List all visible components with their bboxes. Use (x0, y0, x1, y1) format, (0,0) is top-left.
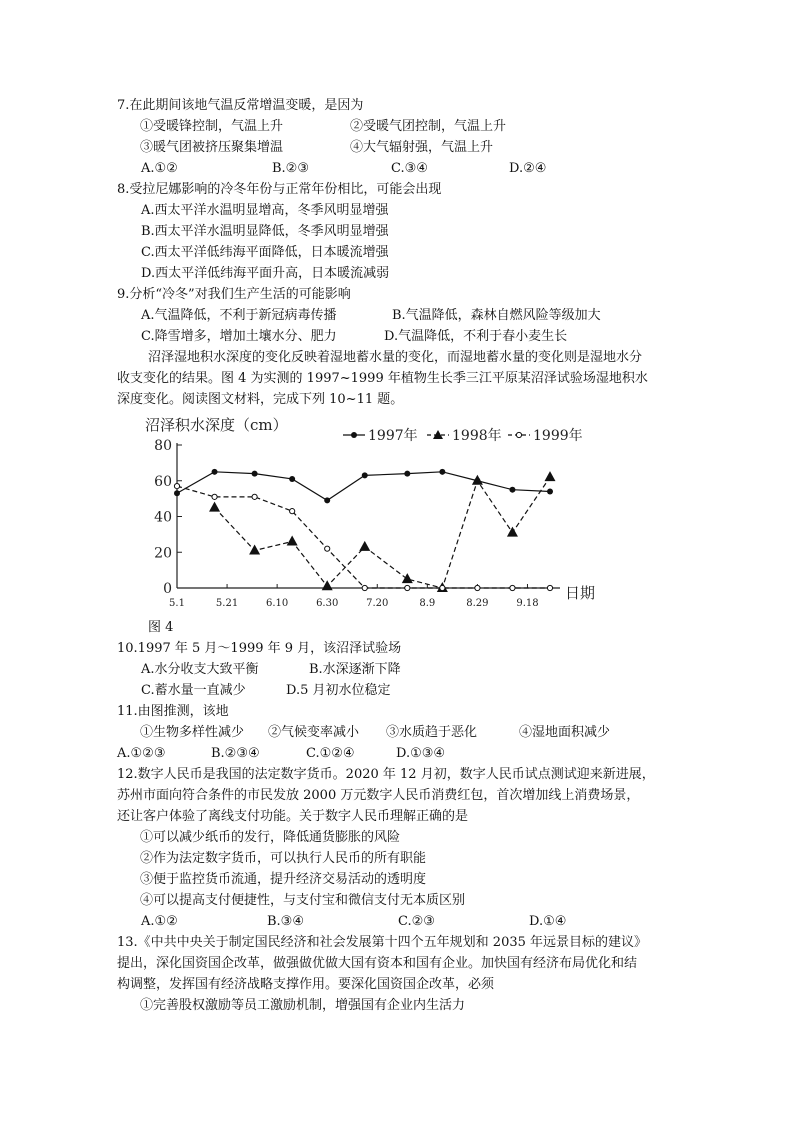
q12-option-d: D.①④ (529, 914, 567, 929)
data-point (359, 541, 370, 551)
wetland-depth-chart (0, 405, 794, 645)
x-tick-label: 6.30 (316, 598, 339, 609)
legend-marker (516, 432, 521, 437)
q11-option-d: D.①③④ (396, 746, 446, 761)
data-point (362, 585, 367, 590)
q11-item-4: ④湿地面积减少 (519, 725, 611, 740)
legend-label: 1999年 (533, 428, 583, 444)
q12-item-4: ④可以提高支付便捷性，与支付宝和微信支付无本质区别 (140, 893, 466, 908)
data-point (547, 488, 553, 494)
q11-item-1: ①生物多样性减少 (140, 725, 245, 740)
q13-stem-3: 构调整，发挥国有经济战略支撑作用。要深化国资国企改革，必须 (117, 977, 495, 992)
legend-marker (351, 432, 357, 438)
figure-caption: 图 4 (148, 620, 174, 635)
q12-item-3: ③便于监控货币流通，提升经济交易活动的透明度 (140, 872, 427, 887)
legend-label: 1997年 (368, 428, 418, 444)
q10-stem: 10.1997 年 5 月～1999 年 9 月，该沼泽试验场 (117, 641, 402, 656)
q13-item-1: ①完善股权激励等员工激励机制，增强国有企业内生活力 (140, 998, 466, 1013)
data-point (362, 472, 368, 478)
data-point (289, 476, 295, 482)
data-point (174, 484, 179, 489)
q10-option-c: C.蓄水量一直减少 (141, 683, 246, 698)
data-point (510, 585, 515, 590)
data-point (252, 494, 257, 499)
x-tick-label: 5.1 (169, 598, 185, 609)
q11-option-b: B.②③④ (211, 746, 260, 761)
q10-option-d: D.5 月初水位稳定 (286, 683, 391, 698)
data-point (290, 509, 295, 514)
data-point (174, 490, 180, 496)
q11-option-a: A.①②③ (117, 746, 166, 761)
q7-item-4: ④大气辐射强，气温上升 (350, 140, 494, 155)
legend-label: 1998年 (452, 428, 502, 444)
q8-stem: 8.受拉尼娜影响的冷冬年份与正常年份相比，可能会出现 (117, 182, 442, 197)
q7-item-3: ③暖气团被挤压聚集增温 (140, 140, 284, 155)
q11-item-2: ②气候变率减小 (268, 725, 360, 740)
data-point (475, 585, 480, 590)
q10-option-a: A.水分收支大致平衡 (141, 662, 259, 677)
q9-option-d: D.气温降低，不利于春小麦生长 (384, 329, 568, 344)
q7-option-c: C.③④ (391, 161, 428, 176)
data-point (440, 585, 445, 590)
data-point (404, 471, 410, 477)
q8-option-a: A.西太平洋水温明显增高，冬季风明显增强 (141, 203, 389, 218)
chart-legend (343, 427, 583, 444)
q9-option-a: A.气温降低，不利于新冠病毒传播 (141, 308, 337, 323)
y-tick-label: 60 (154, 473, 172, 490)
data-point (212, 494, 217, 499)
x-tick-label: 9.18 (516, 598, 539, 609)
q12-option-b: B.③④ (267, 914, 304, 929)
data-point (545, 471, 556, 481)
data-point (212, 469, 218, 475)
q8-option-c: C.西太平洋低纬海平面降低，日本暖流增强 (141, 245, 389, 260)
x-tick-label: 7.20 (366, 598, 389, 609)
q7-stem: 7.在此期间该地气温反常增温变暖，是因为 (117, 98, 364, 113)
q11-item-3: ③水质趋于恶化 (386, 725, 478, 740)
q7-option-d: D.②④ (509, 161, 547, 176)
data-point (547, 585, 552, 590)
q10-option-b: B.水深逐渐下降 (309, 662, 401, 677)
chart-xlabel: 日期 (565, 584, 596, 602)
series-line-1999年 (177, 486, 550, 588)
q12-option-a: A.①② (141, 914, 178, 929)
q12-item-2: ②作为法定数字货币，可以执行人民币的所有职能 (140, 851, 427, 866)
q9-option-b: B.气温降低，森林自燃风险等级加大 (392, 308, 601, 323)
y-tick-label: 0 (163, 581, 172, 597)
chart-axes (154, 438, 560, 609)
x-tick-label: 8.29 (466, 598, 489, 609)
series-line-1998年 (215, 477, 550, 588)
y-tick-label: 20 (154, 545, 172, 562)
data-point (324, 497, 330, 503)
q11-option-c: C.①②④ (306, 746, 355, 761)
data-point (209, 502, 220, 512)
q7-option-a: A.①② (141, 161, 178, 176)
data-point (287, 536, 298, 546)
q11-stem: 11.由图推测，该地 (117, 704, 229, 719)
data-point (402, 573, 413, 583)
q12-option-c: C.②③ (398, 914, 435, 929)
x-tick-label: 8.9 (419, 598, 436, 609)
data-point (439, 469, 445, 475)
q12-stem-3: 还让客户体验了离线支付功能。关于数字人民币理解正确的是 (117, 809, 469, 824)
y-tick-label: 80 (154, 438, 172, 454)
data-point (325, 546, 330, 551)
q7-item-2: ②受暖气团控制，气温上升 (350, 119, 507, 134)
data-point (405, 585, 410, 590)
q9-stem: 9.分析“冷冬”对我们生产生活的可能影响 (117, 287, 351, 302)
q13-stem-2: 提出，深化国资国企改革，做强做优做大国有资本和国有企业。加快国有经济布局优化和结 (117, 956, 638, 971)
q9-option-c: C.降雪增多，增加土壤水分、肥力 (141, 329, 337, 344)
q8-option-d: D.西太平洋低纬海平面升高，日本暖流减弱 (141, 266, 390, 281)
passage-line-1: 沼泽湿地积水深度的变化反映着湿地蓄水量的变化，而湿地蓄水量的变化则是湿地水分 (148, 350, 643, 365)
q12-item-1: ①可以减少纸币的发行，降低通货膨胀的风险 (140, 830, 401, 845)
q12-stem-2: 苏州市面向符合条件的市民发放 2000 万元数字人民币消费红包，首次增加线上消费场景， (117, 788, 640, 803)
passage-line-3: 深度变化。阅读图文材料，完成下列 10~11 题。 (117, 392, 404, 407)
q8-option-b: B.西太平洋水温明显降低，冬季风明显增强 (141, 224, 389, 239)
data-point (507, 527, 518, 537)
q7-item-1: ①受暖锋控制，气温上升 (140, 119, 284, 134)
chart-series (174, 469, 556, 592)
x-tick-label: 6.10 (266, 598, 289, 609)
y-tick-label: 40 (154, 509, 172, 526)
q13-stem-1: 13.《中共中央关于制定国民经济和社会发展第十四个五年规划和 2035 年远景目标的建议》 (117, 935, 648, 950)
q7-option-b: B.②③ (272, 161, 309, 176)
passage-line-2: 收支变化的结果。图 4 为实测的 1997~1999 年植物生长季三江平原某沼泽试验场湿地积水 (117, 371, 648, 386)
x-tick-label: 5.21 (215, 598, 239, 609)
data-point (509, 487, 515, 493)
data-point (252, 471, 258, 477)
chart-ylabel: 沼泽积水深度（cm） (145, 416, 288, 434)
q12-stem-1: 12.数字人民币是我国的法定数字货币。2020 年 12 月初，数字人民币试点测试迎来新进展， (117, 767, 655, 782)
